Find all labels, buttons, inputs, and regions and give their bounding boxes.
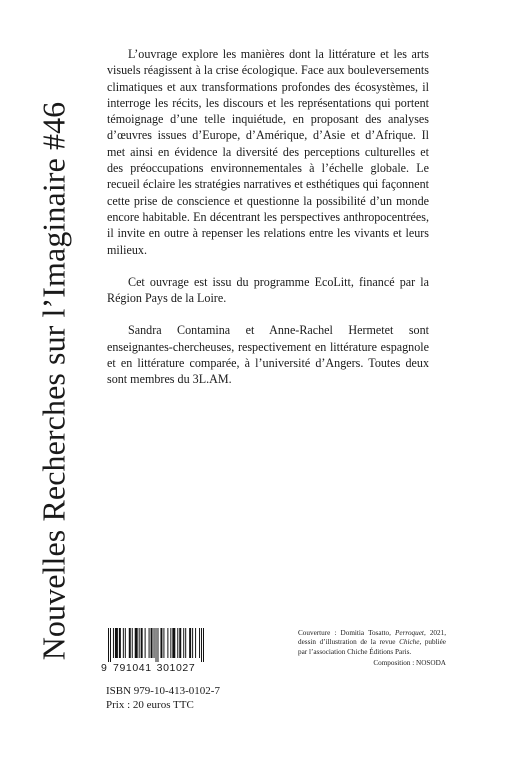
barcode-bar: [183, 628, 184, 658]
barcode-bar: [179, 628, 181, 658]
back-cover-text: [107, 46, 429, 404]
price: Prix : 20 euros TTC: [106, 699, 194, 711]
cover-credit-prefix: Couverture : Domitia Tosatto,: [298, 629, 396, 637]
cover-credit-suffix: , publiée par l’association Chiche Éditions Paris.: [298, 638, 446, 656]
barcode-bar: [195, 628, 196, 658]
barcode-bar: [185, 628, 186, 658]
barcode-bar: [115, 628, 118, 658]
barcode-bar: [135, 628, 138, 658]
funding-paragraph: Cet ouvrage est issu du programme EcoLitt, financé par la Région Pays de la Loire.: [107, 274, 429, 306]
isbn-number: ISBN 979-10-413-0102-7: [106, 685, 220, 697]
barcode-bar: [199, 628, 200, 658]
cover-credit-middle: , 2021, dessin d’illustration de la revue: [298, 629, 447, 647]
barcode-bar: [119, 628, 121, 658]
barcode-bar: [172, 628, 175, 658]
barcode-bar: [110, 628, 111, 662]
barcode-digits: [101, 662, 218, 674]
artwork-title: Perroquet: [395, 629, 424, 637]
barcode-lead-digit: 9: [101, 662, 108, 674]
barcode-group-right: 301027: [156, 662, 196, 674]
barcode-bar: [125, 628, 126, 658]
isbn-barcode: [101, 628, 218, 674]
isbn-price-block: [106, 684, 220, 712]
barcode-bar: [177, 628, 178, 658]
barcode-bar: [149, 628, 150, 658]
barcode-bar: [139, 628, 140, 658]
barcode-bar: [123, 628, 124, 658]
barcode-bar: [167, 628, 168, 658]
barcode-bar: [170, 628, 171, 658]
barcode-bar: [192, 628, 193, 658]
barcode-bar: [151, 628, 153, 658]
barcode-group-left: 791041: [113, 662, 152, 674]
barcode-bar: [203, 628, 204, 662]
barcode-bar: [160, 628, 162, 658]
barcode-bar: [145, 628, 146, 658]
summary-paragraph: L’ouvrage explore les manières dont la littérature et les arts visuels réagissent à la crise écologique. Face aux bouleversements climatiques et aux transformations profondes des écosystèmes, il interroge les récits, les discours et les représentations qui portent témoignage d’une telle inquiétude, en proposant des analyses d’œuvres issues d’Europe, d’Amérique, d’Asie et d’Afrique. Il met ainsi en évidence la diversité des perceptions culturelles et des préoccupations environnementales à l’échelle globale. Le recueil éclaire les stratégies narratives et esthétiques qui façonnent cette prise de conscience et questionne la possibilité d’un monde encore habitable. En décentrant les perspectives anthropocentrées, il invite en outre à repenser les relations entre les vivants et leurs milieux.: [107, 47, 429, 257]
barcode-bar: [157, 628, 158, 662]
composition-credit: Composition : NOSODA: [373, 659, 446, 667]
barcode-bar: [108, 628, 109, 662]
barcode-bar: [132, 628, 133, 658]
barcode-bar: [154, 628, 155, 658]
barcode-bar: [156, 628, 157, 662]
authors-paragraph: Sandra Contamina et Anne-Rachel Hermetet sont enseignantes-chercheuses, respectivement en littérature espagnole et en littérature comparée, à l’université d’Angers. Toutes deux sont membres du 3L.AM.: [107, 323, 429, 387]
barcode-bar: [201, 628, 202, 662]
barcode-bars: [108, 628, 204, 662]
barcode-bar: [189, 628, 191, 658]
barcode-bar: [141, 628, 143, 658]
barcode-bar: [113, 628, 114, 658]
spine-series-title: Nouvelles Recherches sur l’Imaginaire #46: [35, 101, 72, 661]
barcode-bar: [129, 628, 131, 658]
cover-credit: [298, 629, 446, 657]
barcode-bar: [163, 628, 164, 658]
journal-title: Chiche: [399, 638, 420, 647]
